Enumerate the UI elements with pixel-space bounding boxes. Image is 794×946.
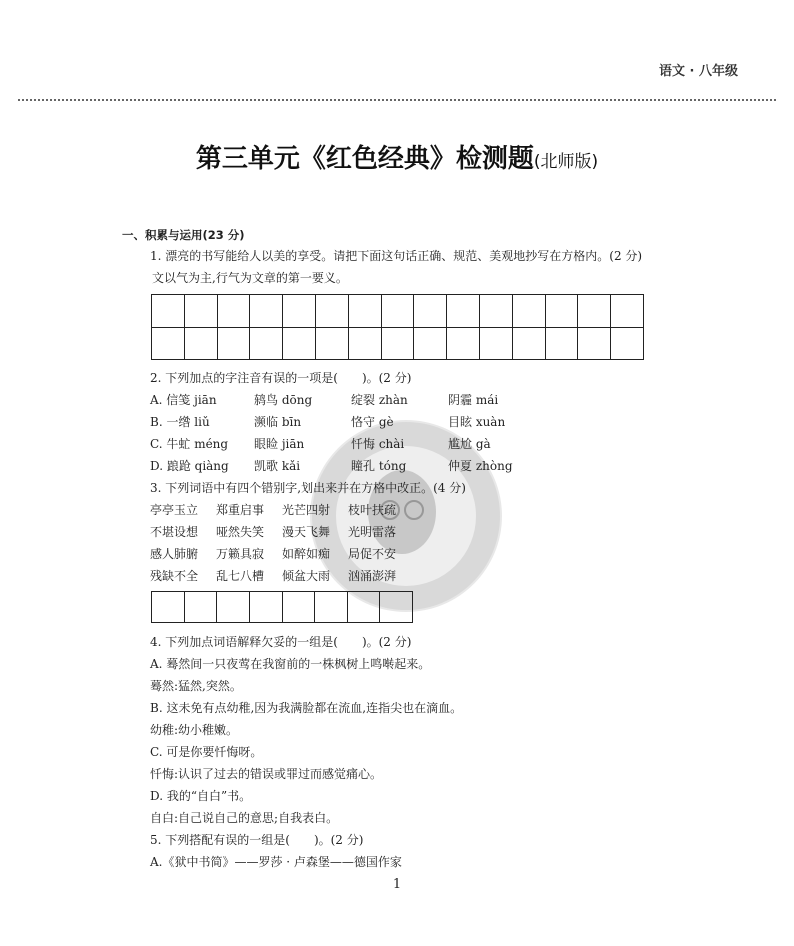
q5-stem: 5. 下列搭配有误的一组是( )。(2 分) <box>150 833 364 847</box>
q4-line: 幼稚:幼小稚嫩。 <box>150 723 239 737</box>
q3-word: 不堪设想 <box>150 525 199 539</box>
q2-d-4: 仲夏 zhòng <box>448 459 513 473</box>
q2-a-4: 阴霾 mái <box>448 393 499 407</box>
q4-line: 蓦然:猛然,突然。 <box>150 679 242 693</box>
header-subject: 语文 · 八年级 <box>659 64 738 79</box>
q2-d-2: 凯歌 kǎi <box>254 459 301 473</box>
q4-line: B. 这未免有点幼稚,因为我满脸都在流血,连指尖也在滴血。 <box>150 701 463 715</box>
q4-line: C. 可是你要忏悔呀。 <box>150 745 263 759</box>
page-title <box>0 138 794 175</box>
header-divider <box>18 99 776 101</box>
title-edition: (北师版) <box>533 152 599 172</box>
q5-option-a: A.《狱中书简》——罗莎 · 卢森堡——德国作家 <box>150 855 402 869</box>
q3-word: 汹涌澎湃 <box>348 569 397 583</box>
section1-heading: 一、积累与运用(23 分) <box>122 228 245 242</box>
q2-c-3: 忏悔 chài <box>351 437 405 451</box>
q3-word: 光芒四射 <box>282 503 331 517</box>
q2-b-3: 恪守 gè <box>351 415 394 429</box>
q2-c-2: 眼睑 jiān <box>254 437 305 451</box>
title-main: 第三单元《红色经典》检测题 <box>195 144 534 174</box>
q3-word: 哑然失笑 <box>216 525 265 539</box>
q2-a-3: 绽裂 zhàn <box>351 393 408 407</box>
q3-word: 感人肺腑 <box>150 547 199 561</box>
q3-word: 郑重启事 <box>216 503 265 517</box>
page-number: 1 <box>392 877 402 892</box>
q3-correction-grid[interactable] <box>151 591 413 623</box>
q1-writing-grid[interactable] <box>151 294 644 360</box>
q3-stem: 3. 下列词语中有四个错别字,划出来并在方格中改正。(4 分) <box>150 481 466 495</box>
q3-word: 枝叶扶疏 <box>348 503 397 517</box>
q2-a-1: A. 信笺 jiān <box>150 393 217 407</box>
q3-word: 万籁具寂 <box>216 547 265 561</box>
q2-stem: 2. 下列加点的字注音有误的一项是( )。(2 分) <box>150 371 412 385</box>
q4-line: 自白:自己说自己的意思;自我表白。 <box>150 811 339 825</box>
q4-line: D. 我的“自白”书。 <box>150 789 252 803</box>
q2-d-3: 瞳孔 tóng <box>351 459 407 473</box>
q3-word: 亭亭玉立 <box>150 503 199 517</box>
q2-c-1: C. 牛虻 méng <box>150 437 229 451</box>
q3-word: 乱七八槽 <box>216 569 265 583</box>
q2-d-1: D. 踉跄 qiàng <box>150 459 229 473</box>
q2-c-4: 尴尬 gà <box>448 437 491 451</box>
q2-b-4: 目眩 xuàn <box>448 415 506 429</box>
q1-sentence: 文以气为主,行气为文章的第一要义。 <box>152 271 348 285</box>
q3-word: 如醉如痴 <box>282 547 331 561</box>
q4-line: A. 蓦然间一只夜莺在我窗前的一株枫树上鸣啭起来。 <box>150 657 431 671</box>
q3-word: 局促不安 <box>348 547 397 561</box>
q4-stem: 4. 下列加点词语解释欠妥的一组是( )。(2 分) <box>150 635 412 649</box>
q3-word: 光明雷落 <box>348 525 397 539</box>
q3-word: 倾盆大雨 <box>282 569 331 583</box>
q2-b-2: 濒临 bīn <box>254 415 302 429</box>
q2-b-1: B. 一绺 liǔ <box>150 415 210 429</box>
q4-line: 忏悔:认识了过去的错误或罪过而感觉痛心。 <box>150 767 383 781</box>
q3-word: 漫天飞舞 <box>282 525 331 539</box>
q1-stem: 1. 漂亮的书写能给人以美的享受。请把下面这句话正确、规范、美观地抄写在方格内。(2 分) <box>150 249 643 263</box>
q3-word: 残缺不全 <box>150 569 199 583</box>
q2-a-2: 鸫鸟 dōng <box>254 393 313 407</box>
